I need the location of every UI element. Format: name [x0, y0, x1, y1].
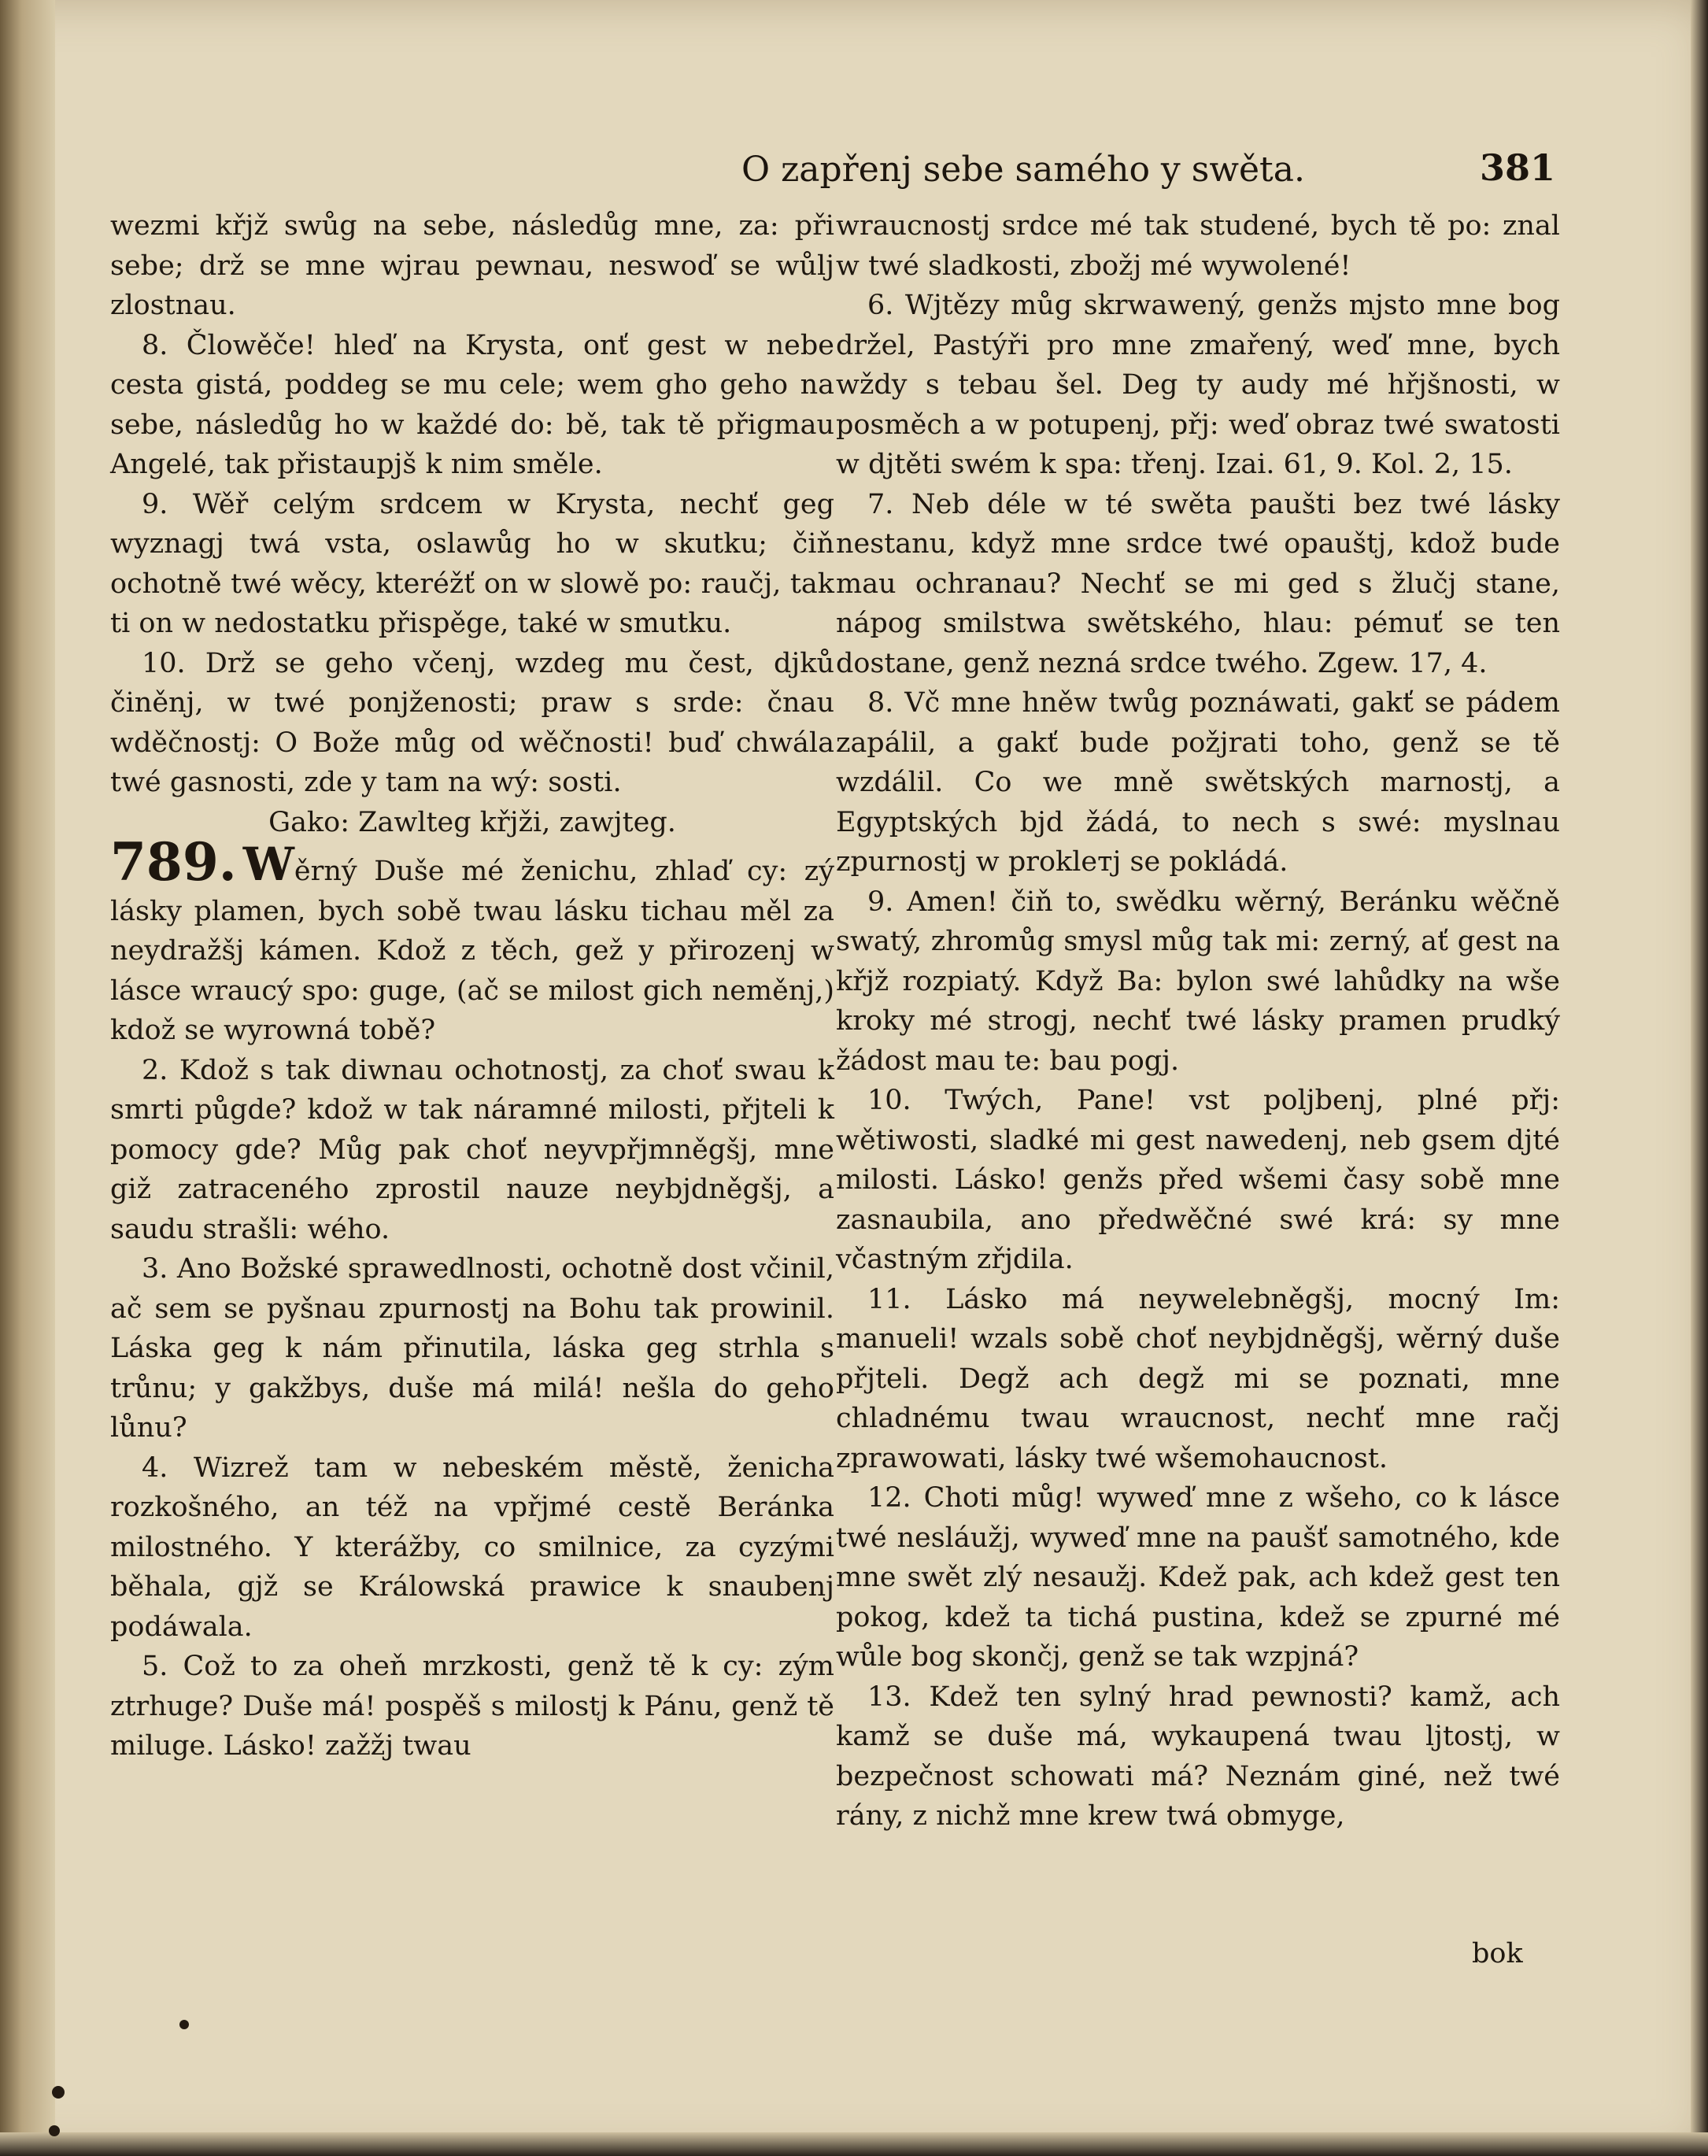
hymn-first-verse	[110, 831, 834, 1051]
verse: 3. Ano Božské sprawedlnosti, ochotně dost včinil, ač sem se pyšnau zpurnostj na Bohu tak prowinil. Láska geg k nám přinutila, láska geg strhla s trůnu; y gakžbys, duše má milá! nešla do geho lůnu?	[110, 1253, 834, 1444]
verse: 11. Lásko má neywelebněgšj, mocný Im: manueli! wzals sobě choť neybjdněgšj, wěrný duše přjteli. Degž ach degž mi se poznati, mne chladnému twau wraucnost, nechť mne račj zprawowati, lásky twé wšemohaucnost.	[836, 1283, 1560, 1474]
verse: 4. Wizrež tam w nebeském městě, ženicha rozkošného, an též na vpřjmé cestě Beránka milostného. Y kterážby, co smilnice, za cyzými běhala, gjž se Králowská prawice k snaubenj podáwala.	[110, 1452, 834, 1643]
verse: 12. Choti můg! wyweď mne z wšeho, co k lásce twé nesláužj, wyweď mne na paušť samotného, kde mne swět zlý nesaužj. Kdež pak, ach kdež gest ten pokog, kdež ta tichá pustina, kdež se zpurné mé wůle bog skončj, genž se tak wzpjná?	[836, 1482, 1560, 1673]
hymn-number: 789.	[110, 831, 237, 893]
page-number: 381	[1480, 146, 1556, 189]
paragraph: wezmi křjž swůg na sebe, následůg mne, za: při sebe; drž se mne wjrau pewnau, neswoď se wůlj zlostnau.	[110, 210, 834, 321]
running-header: O zapřenj sebe samého y swěta.	[741, 150, 1305, 190]
left-column	[110, 206, 834, 1766]
verse: 6. Wjtězy můg skrwawený, genžs mjsto mne bog držel, Pastýři pro mne zmařený, weď mne, bych wždy s tebau šel. Deg ty audy mé hřjšnosti, w posměch a w potupenj, přj: weď obraz twé swatosti w djtěti swém k spa: třenj. Izai. 61, 9. Kol. 2, 15.	[836, 290, 1560, 480]
paragraph: 8. Člowěče! hleď na Krysta, onť gest w nebe cesta gistá, poddeg se mu cele; wem gho geho na sebe, následůg ho w každé do: bě, tak tě přigmau Angelé, tak přistaupjš k nim směle.	[110, 329, 834, 480]
page-edge-right	[1691, 0, 1708, 2156]
binding-gutter	[0, 0, 55, 2156]
paragraph: 9. Wěř celým srdcem w Krysta, nechť geg wyznagj twá vsta, oslawůg ho w skutku; čiň ochotně twé wěcy, kteréžť on w slowě po: raučj, tak ti on w nedostatku přispěge, také w smutku.	[110, 488, 834, 639]
catchword: bok	[1472, 1938, 1523, 1969]
verse: 7. Neb déle w té swěta paušti bez twé lásky nestanu, když mne srdce twé opauštj, kdož bude mau ochranau? Nechť se mi ged s žlučj stane, nápog smilstwa swětského, hlau: pémuť se ten dostane, genž nezná srdce twého. Zgew. 17, 4.	[836, 488, 1560, 679]
verse: 13. Kdež ten sylný hrad pewnosti? kamž, ach kamž se duše má, wykaupená twau ljtostj, w bezpečnost schowati má? Neznám giné, než twé rány, z nichž mne krew twá obmyge,	[836, 1681, 1560, 1832]
hymn-tune-line: Gako: Zawlteg křjži, zawjteg.	[268, 806, 676, 838]
paragraph: wraucnostj srdce mé tak studené, bych tě po: znal w twé sladkosti, zbožj mé wywolené!	[836, 210, 1560, 282]
paragraph: 10. Drž se geho včenj, wzdeg mu čest, djků činěnj, w twé ponjženosti; praw s srde: čnau wděčnostj: O Bože můg od wěčnosti! buď chwála twé gasnosti, zde y tam na wý: sosti.	[110, 647, 834, 798]
verse: 9. Amen! čiň to, swědku wěrný, Beránku wěčně swatý, zhromůg smysl můg tak mi: zerný, ať gest na křjž rozpiatý. Když Ba: bylon swé lahůdky na wše kroky mé strogj, nechť twé lásky pramen prudký žádost mau te: bau pogj.	[836, 886, 1560, 1077]
ink-spot	[49, 2125, 60, 2136]
verse: 5. Což to za oheň mrzkosti, genž tě k cy: zým ztrhuge? Duše má! pospěš s milostj k Pánu, genž tě miluge. Lásko! zažžj twau	[110, 1651, 834, 1762]
ink-spot	[179, 2020, 189, 2029]
verse: 10. Twých, Pane! vst poljbenj, plné přj: wětiwosti, sladké mi gest nawedenj, neb gsem djté milosti. Lásko! genžs před wšemi časy sobě mne zasnaubila, ano předwěčné swé krá: sy mne včastným zřjdila.	[836, 1085, 1560, 1275]
right-column	[836, 206, 1560, 1836]
hymn-first-verse-text: ěrný Duše mé ženichu, zhlaď cy: zý lásky plamen, bych sobě twau lásku tichau měl za neydražšj kámen. Kdož z těch, gež y přirozenj w lásce wraucý spo: guge, (ač se milost gich neměnj,) kdož se wyrowná tobě?	[110, 856, 834, 1046]
page-edge-bottom	[0, 2132, 1708, 2156]
verse: 2. Kdož s tak diwnau ochotnostj, za choť swau k smrti půgde? kdož w tak náramné milosti, přjteli k pomocy gde? Můg pak choť neyvpřjmněgšj, mne giž zatraceného zprostil nauze neybjdněgšj, a saudu strašli: wého.	[110, 1054, 834, 1245]
ink-spot	[52, 2086, 65, 2099]
verse: 8. Vč mne hněw twůg poznáwati, gakť se pádem zapálil, a gakť bude požjrati toho, genž se tě wzdálil. Co we mně swětských marnostj, a Egyptských bjd žádá, to nech s swé: myslnau zpurnostj w proklетj se pokládá.	[836, 687, 1560, 878]
drop-capital: W	[242, 838, 294, 891]
